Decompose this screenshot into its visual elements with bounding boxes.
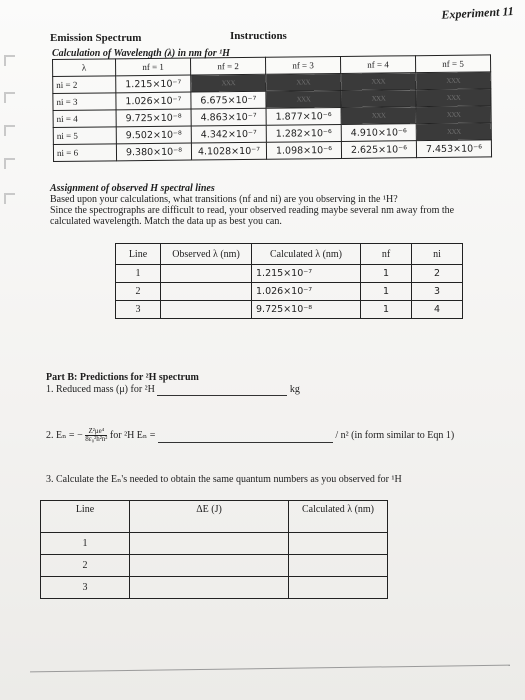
energy-expression-question xyxy=(46,428,454,443)
shaded-cell: XXX xyxy=(416,123,491,141)
calc-value-cell: 1.215×10⁻⁷ xyxy=(116,75,191,93)
calc-row-label: ni = 3 xyxy=(53,93,116,111)
calc-value-cell: 6.675×10⁻⁷ xyxy=(191,91,266,109)
assignment-section xyxy=(50,183,490,227)
calculated-wavelength-field[interactable]: 1.215×10⁻⁷ xyxy=(252,265,361,283)
match-col-header: Calculated λ (nm) xyxy=(252,244,361,265)
calc-value-cell: 1.098×10⁻⁶ xyxy=(266,141,341,159)
calc-table-caption: Calculation of Wavelength (λ) in nm for ¹H xyxy=(52,48,230,59)
de-table-header-row xyxy=(41,501,388,533)
reduced-mass-unit: kg xyxy=(289,384,300,395)
de-col-header: Calculated λ (nm) xyxy=(289,501,388,533)
energy-difference-table xyxy=(40,500,388,599)
calc-value-cell: 1.282×10⁻⁶ xyxy=(266,124,341,142)
match-col-header: Line xyxy=(116,244,161,265)
calc-col-header: nf = 2 xyxy=(190,57,265,75)
calculated-wavelength-field[interactable]: 1.026×10⁻⁷ xyxy=(252,283,361,301)
calc-value-cell: 2.625×10⁻⁶ xyxy=(341,141,416,159)
calc-col-header: nf = 4 xyxy=(340,56,415,74)
calc-row-label: ni = 6 xyxy=(53,144,116,162)
table-row xyxy=(41,577,388,599)
delta-e-field[interactable] xyxy=(130,577,289,599)
line-assignment-table xyxy=(115,243,463,319)
fraction-denominator: 8ε₀²h²n² xyxy=(85,435,108,443)
calculated-wavelength-field[interactable] xyxy=(289,577,388,599)
energy-equation-mid: for ²H Eₙ = xyxy=(109,429,156,441)
calc-row-label: ni = 4 xyxy=(53,110,116,128)
instructions-heading: Instructions xyxy=(230,30,287,42)
section-title: Emission Spectrum xyxy=(50,32,142,44)
de-col-header: Line xyxy=(41,501,130,533)
match-col-header: ni xyxy=(412,244,463,265)
assignment-title: Assignment of observed H spectral lines xyxy=(50,183,215,194)
observed-wavelength-field[interactable] xyxy=(161,265,252,283)
calculated-wavelength-field[interactable] xyxy=(289,533,388,555)
reduced-mass-answer-field[interactable] xyxy=(157,395,287,396)
ni-field[interactable]: 3 xyxy=(412,283,463,301)
calc-value-cell: 9.725×10⁻⁸ xyxy=(116,109,191,127)
ni-field[interactable]: 4 xyxy=(412,301,463,319)
question-3: 3. Calculate the Eₙ's needed to obtain the same quantum numbers as you observed for ¹H xyxy=(46,474,402,485)
table-row xyxy=(116,301,463,319)
reduced-mass-question xyxy=(46,384,300,396)
energy-equation-prefix: 2. Eₙ = − xyxy=(46,429,83,441)
line-number: 1 xyxy=(41,533,130,555)
fraction-numerator: Z²μe⁴ xyxy=(85,428,107,436)
line-number: 3 xyxy=(41,577,130,599)
experiment-number: Experiment 11 xyxy=(440,4,514,22)
delta-e-field[interactable] xyxy=(130,533,289,555)
line-number: 3 xyxy=(116,301,161,319)
part-b-section xyxy=(46,372,300,396)
match-table-header-row xyxy=(116,244,463,265)
calc-table-row xyxy=(53,140,491,162)
de-col-header: ΔE (J) xyxy=(130,501,289,533)
calc-value-cell: 4.342×10⁻⁷ xyxy=(191,125,266,143)
match-col-header: Observed λ (nm) xyxy=(161,244,252,265)
nf-field[interactable]: 1 xyxy=(361,301,412,319)
shaded-cell: XXX xyxy=(266,90,341,108)
binder-hole-mark xyxy=(4,55,15,66)
calc-value-cell: 4.1028×10⁻⁷ xyxy=(191,142,266,160)
page-divider xyxy=(30,665,510,673)
observed-wavelength-field[interactable] xyxy=(161,301,252,319)
line-number: 1 xyxy=(116,265,161,283)
shaded-cell: XXX xyxy=(341,107,416,125)
calc-value-cell: 1.026×10⁻⁷ xyxy=(116,92,191,110)
line-number: 2 xyxy=(41,555,130,577)
binder-hole-mark xyxy=(4,158,15,169)
wavelength-calculation-table xyxy=(52,54,492,162)
line-number: 2 xyxy=(116,283,161,301)
shaded-cell: XXX xyxy=(191,74,266,92)
ni-field[interactable]: 2 xyxy=(412,265,463,283)
calc-col-header: nf = 1 xyxy=(116,58,191,76)
binder-hole-mark xyxy=(4,125,15,136)
reduced-mass-label: 1. Reduced mass (μ) for ²H xyxy=(46,384,155,395)
calc-value-cell: 1.877×10⁻⁶ xyxy=(266,107,341,125)
nf-field[interactable]: 1 xyxy=(361,283,412,301)
match-col-header: nf xyxy=(361,244,412,265)
energy-equation-suffix: / n² (in form similar to Eqn 1) xyxy=(335,429,455,441)
energy-answer-field[interactable] xyxy=(158,442,333,443)
nf-field[interactable]: 1 xyxy=(361,265,412,283)
calculated-wavelength-field[interactable]: 9.725×10⁻⁸ xyxy=(252,301,361,319)
calculated-wavelength-field[interactable] xyxy=(289,555,388,577)
shaded-cell: XXX xyxy=(416,89,491,107)
calc-value-cell: 9.502×10⁻⁸ xyxy=(116,126,191,144)
observed-wavelength-field[interactable] xyxy=(161,283,252,301)
calc-row-label: ni = 2 xyxy=(53,76,116,94)
shaded-cell: XXX xyxy=(416,72,491,90)
table-row xyxy=(41,555,388,577)
calc-value-cell: 7.453×10⁻⁶ xyxy=(416,140,491,158)
delta-e-field[interactable] xyxy=(130,555,289,577)
calc-col-header: nf = 3 xyxy=(265,56,340,74)
binder-hole-mark xyxy=(4,193,15,204)
table-row xyxy=(41,533,388,555)
calc-value-cell: 9.380×10⁻⁸ xyxy=(116,143,191,161)
shaded-cell: XXX xyxy=(416,106,491,124)
calc-col-header: nf = 5 xyxy=(415,55,490,73)
assignment-question: Based upon your calculations, what transitions (nf and ni) are you observing in the ¹H? xyxy=(50,194,398,205)
shaded-cell: XXX xyxy=(341,73,416,91)
shaded-cell: XXX xyxy=(266,73,341,91)
calc-value-cell: 4.863×10⁻⁷ xyxy=(191,108,266,126)
shaded-cell: XXX xyxy=(341,90,416,108)
calc-corner-cell: λ xyxy=(53,59,116,77)
calc-value-cell: 4.910×10⁻⁶ xyxy=(341,124,416,142)
energy-fraction xyxy=(85,428,107,443)
binder-hole-mark xyxy=(4,92,15,103)
table-row xyxy=(116,265,463,283)
table-row xyxy=(116,283,463,301)
assignment-instruction: Since the spectrographs are difficult to read, your observed reading maybe several nm away from the calculated wavelength. Match the data up as best you can. xyxy=(50,205,455,227)
calc-row-label: ni = 5 xyxy=(53,127,116,145)
part-b-title: Part B: Predictions for ²H spectrum xyxy=(46,372,199,383)
